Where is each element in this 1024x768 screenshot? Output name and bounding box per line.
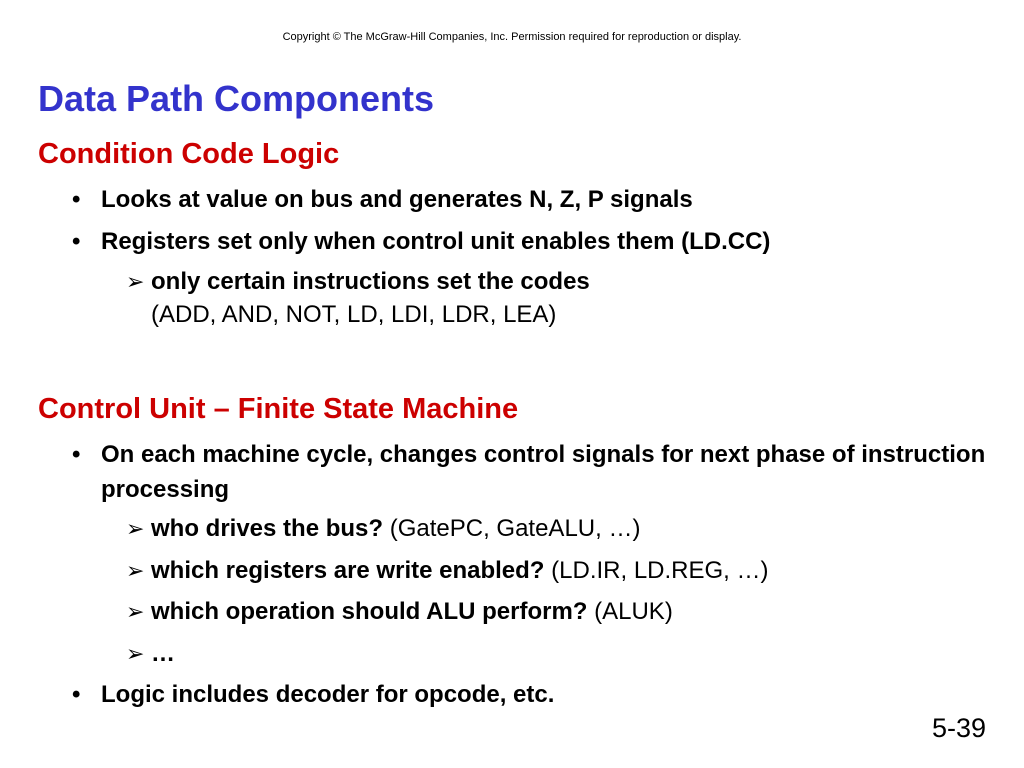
section-heading-control-unit: Control Unit – Finite State Machine xyxy=(38,393,519,425)
arrow-bullet-icon: ➢ xyxy=(126,269,145,294)
bullet-icon: • xyxy=(72,228,81,255)
bullet-icon: • xyxy=(72,441,81,468)
sub-bullet-bold-text: only certain instructions set the codes xyxy=(151,268,590,295)
bullet-item xyxy=(72,182,992,217)
sub-bullet-bold-text: which operation should ALU perform? xyxy=(151,598,588,625)
bullet-text: Looks at value on bus and generates N, Z, P signals xyxy=(101,186,693,213)
sub-bullet-bold-text: which registers are write enabled? xyxy=(151,557,545,584)
slide-number: 5-39 xyxy=(931,713,986,743)
bullet-item xyxy=(72,677,992,712)
sub-bullet-plain-text: (ALUK) xyxy=(594,598,673,625)
sub-bullet-bold-text: who drives the bus? xyxy=(151,515,384,542)
bullet-text: On each machine cycle, changes control signals for next phase of instruction processing xyxy=(101,441,986,503)
sub-bullet-item xyxy=(126,554,1006,587)
arrow-bullet-icon: ➢ xyxy=(126,516,145,541)
sub-bullet-item xyxy=(126,512,1006,545)
section-heading-condition-code-logic: Condition Code Logic xyxy=(38,138,340,170)
sub-bullet-item xyxy=(126,595,1006,628)
slide-title: Data Path Components xyxy=(38,78,435,119)
arrow-bullet-icon: ➢ xyxy=(126,599,145,624)
bullet-text: Logic includes decoder for opcode, etc. xyxy=(101,681,555,708)
bullet-text: Registers set only when control unit enables them (LD.CC) xyxy=(101,228,771,255)
sub-bullet-bold-text: … xyxy=(151,640,175,667)
sub-bullet-plain-text: (ADD, AND, NOT, LD, LDI, LDR, LEA) xyxy=(151,301,557,328)
sub-bullet-plain-text: (GatePC, GateALU, …) xyxy=(389,515,641,542)
bullet-icon: • xyxy=(72,186,81,213)
bullet-item xyxy=(72,437,992,507)
sub-bullet-plain-text: (LD.IR, LD.REG, …) xyxy=(551,557,769,584)
bullet-item xyxy=(72,224,992,259)
arrow-bullet-icon: ➢ xyxy=(126,641,145,666)
sub-bullet-item xyxy=(126,637,1006,670)
sub-bullet-item xyxy=(126,265,1006,331)
copyright-notice: Copyright © The McGraw-Hill Companies, Inc. Permission required for reproduction or display. xyxy=(282,31,742,43)
arrow-bullet-icon: ➢ xyxy=(126,558,145,583)
bullet-icon: • xyxy=(72,681,81,708)
